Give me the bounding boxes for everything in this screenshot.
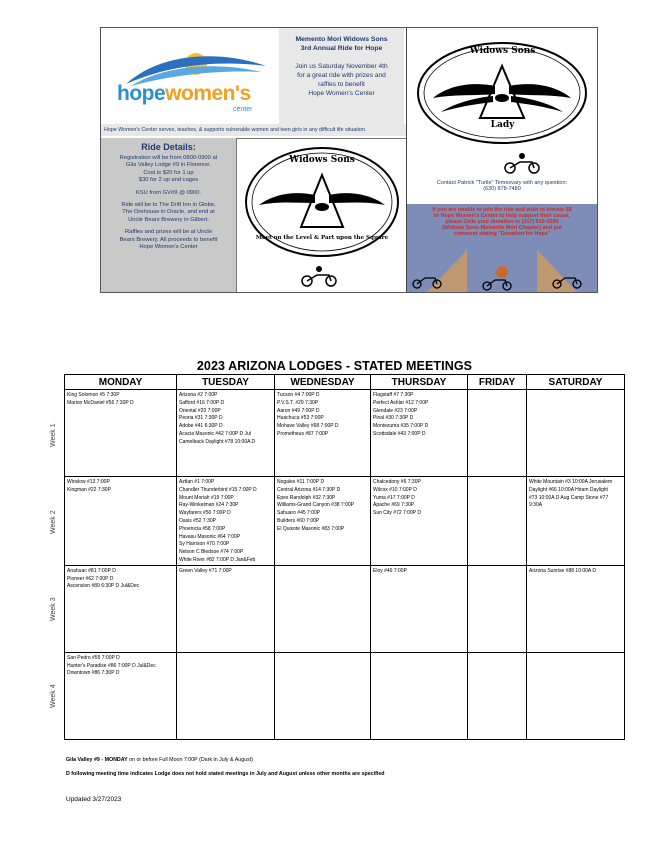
meeting-cell (65, 652, 177, 739)
lodge-entry: White River #82 7:00P D Jan&Feb (179, 556, 256, 563)
donate-line: If you are unable to join the ride and wish to donate $$ (432, 207, 572, 213)
lodge-entry: Eloy #46 7:00P (373, 567, 407, 574)
lodge-entry: Daylight #66 10:00A Hiram Daylight (529, 486, 608, 493)
meeting-cell (527, 652, 625, 739)
day-header: FRIDAY (468, 375, 527, 390)
motorcycle-rider-icon (502, 152, 542, 174)
lodge-entry: P.V.S.T. #29 7:30P (277, 399, 319, 406)
ride-details-panel (101, 138, 236, 292)
meeting-cell (371, 652, 468, 739)
ride-line: Gila Valley Lodge #9 in Florence. (126, 162, 211, 169)
lodge-entry: Downtown #86 7:30P D (67, 670, 120, 677)
lodge-entry: Phoenicia #58 7:00P (179, 525, 226, 532)
meeting-cell (371, 477, 468, 566)
meeting-cell (371, 390, 468, 477)
intro-title (279, 35, 404, 53)
lady-emblem-top: Widows Sons (469, 46, 536, 56)
intro-panel (279, 28, 404, 124)
lodge-entry: #73 10:00A D Aug Camp Stone #77 (529, 494, 609, 501)
meeting-cell (527, 565, 625, 652)
logo-wordmark (117, 82, 251, 106)
intro-title-line: 3rd Annual Ride for Hope (300, 45, 383, 52)
intro-text-line: raffles to benefit (318, 81, 365, 88)
week-row (65, 565, 625, 652)
lodge-entry: Prometheus #87 7:00P (277, 430, 329, 437)
day-header: MONDAY (65, 375, 177, 390)
lodge-entry: Nelson C Bledsoe #74 7:00P (179, 549, 244, 556)
lodge-entry: Yuma #17 7:00P D (373, 494, 415, 501)
table-header-row (65, 375, 625, 390)
lodge-entry: 9:30A (529, 502, 543, 509)
intro-title-line: Memento Mori Widows Sons (295, 36, 388, 43)
lodge-entry: Sy Harrison #70 7:00P (179, 541, 230, 548)
lodge-entry: Wilcox #10 7:00P D (373, 486, 417, 493)
ride-line: $30 for 2 up and cages (138, 177, 199, 184)
lodge-entry: Adobe #41 6:30P D (179, 423, 223, 430)
lodge-entry: Chandler Thunderbird #15 7:00P D (179, 486, 257, 493)
ride-line: Uncle Bears Brewery in Gilbert. (128, 216, 209, 223)
lodge-entry: Havasu Masonic #64 7:00P (179, 533, 241, 540)
lodge-entry: Mohave Valley #68 7:00P D (277, 423, 339, 430)
lodge-entry: Mount Moriah #19 7:00P (179, 494, 234, 501)
logo-hope: hope (117, 82, 166, 105)
week-label: Week 4 (50, 683, 57, 708)
meeting-cell (177, 477, 275, 566)
ride-line: Hope Women's Center (139, 244, 198, 251)
intro-text-line: for a great ride with prizes and (297, 72, 386, 79)
lodge-entry: Kingman #22 7:30P (67, 486, 111, 493)
lodge-entry: Sun City #72 7:00P D (373, 510, 421, 517)
lodge-entry: Apache #69 7:30P (373, 502, 415, 509)
lodge-entry: Chalcedony #6 7:30P (373, 479, 421, 485)
day-header: WEDNESDAY (275, 375, 371, 390)
ride-line: KSU from GV#9 @ 0900. (135, 189, 202, 196)
lodge-entry: Scottsdale #43 7:00P D (373, 430, 426, 437)
meeting-cell (177, 652, 275, 739)
meeting-cell (65, 390, 177, 477)
meeting-cell (177, 565, 275, 652)
meeting-cell (177, 390, 275, 477)
mission-strip: Hope Women's Center serves, teaches, & supports vulnerable women and teen girls in any difficult life situation. (101, 124, 406, 136)
lodge-entry: King Solomon #5 7:30P (67, 392, 120, 398)
meeting-cell (527, 390, 625, 477)
lodge-entry: Nogales #11 7:00P D (277, 479, 325, 485)
lodge-entry: Pinal #30 7:30P D (373, 415, 414, 422)
contact-phone: (630) 878-7480 (483, 186, 521, 192)
donate-line: please Zelle your donation to (317) 910-0589 (445, 219, 559, 225)
lodge-entry: Ascension #89 6:30P D Jul&Dec (67, 583, 140, 590)
lodge-entry: Arizona Sunrise #88 10:00A D (529, 567, 596, 574)
logo-center: center (233, 106, 253, 113)
lodge-entry: Anahuac #81 7:00P D (67, 567, 116, 574)
lodge-entry: Pioneer #62 7:00P D (67, 575, 114, 582)
hope-womens-logo-panel (101, 28, 279, 124)
d-legend-note: D following meeting time indicates Lodge does not hold stated meetings in July and August unless other months are specified (66, 771, 385, 777)
note-bold: Gila Valley #9 - MONDAY (66, 757, 128, 763)
gila-valley-note (66, 757, 253, 763)
lodge-entry: Hunter's Paradise #86 7:00P D Jul&Dec (67, 662, 156, 669)
motorcycle-rider-icon (299, 265, 339, 287)
lodge-entry: San Pedro #55 7:00P D (67, 654, 120, 661)
ride-details-title: Ride Details: (141, 142, 196, 152)
widows-sons-lady-panel (406, 28, 597, 194)
meeting-cell (468, 477, 527, 566)
donate-line: (Widows Sons-Memento Mori Chapter) and put (442, 225, 562, 231)
week-label: Week 3 (50, 596, 57, 621)
meet-emblem-top: Widows Sons (289, 155, 355, 165)
lodge-entry: Flagstaff #7 7:30P (373, 392, 414, 398)
lodge-entry: Montezuma #35 7:00P D (373, 423, 429, 430)
lodge-entry: Camelback Daylight #78 10:00A D (179, 438, 256, 445)
intro-text-line: Join us Saturday November 4th (295, 63, 388, 70)
ride-line: Bears Brewery. All proceeds to benefit (119, 236, 218, 243)
meeting-cell (468, 565, 527, 652)
lodge-entry: Builders #60 7:00P (277, 517, 320, 524)
lodge-entry: Green Valley #71 7:00P (179, 567, 232, 574)
lodge-entry: Oasis #52 7:30P (179, 517, 216, 524)
ride-line: Registration will be from 0800-0900 at (119, 155, 218, 161)
donate-line: to Hope Women's Center to help support their cause, (434, 213, 570, 219)
ride-flyer (100, 27, 598, 293)
updated-date: Updated 3/27/2023 (66, 796, 122, 803)
lodge-entry: Perfect Ashlar #12 7:00P (373, 399, 429, 406)
lodge-entry: Safford #16 7:00P D (179, 399, 225, 406)
meetings-title: 2023 ARIZONA LODGES - STATED MEETINGS (196, 359, 473, 373)
lady-emblem-bottom: Lady (490, 120, 515, 130)
meet-on-level-panel (236, 138, 406, 292)
logo-womens: women's (165, 82, 251, 105)
ride-line: Cost is $20 for 1 up (143, 169, 194, 176)
donate-panel (406, 204, 597, 292)
meeting-cell (275, 390, 371, 477)
lodge-entry: Oriental #20 7:00P (179, 407, 221, 414)
lodge-entry: Aaron #49 7:00P D (277, 407, 320, 414)
meeting-cell (275, 565, 371, 652)
meeting-cell (275, 652, 371, 739)
arizona-flag-motorcycles-icon (407, 250, 597, 292)
lodge-entry: Aztlan #1 7:00P (179, 479, 215, 485)
lodge-entry: Acacia Masonic #42 7:00P D Jul (179, 430, 251, 437)
meeting-cell (65, 477, 177, 566)
lodge-entry: Glendale #23 7:00P (373, 407, 418, 414)
lodge-entry: Williams-Grand Canyon #38 7:00P (277, 502, 354, 509)
lodge-entry: Sahuaro #45 7:00P (277, 510, 321, 517)
lodge-entry: Huachuca #53 7:00P (277, 415, 324, 422)
ride-line: Raffles and prizes will be at Uncle (125, 229, 212, 236)
week-label: Week 2 (50, 509, 57, 534)
week-row (65, 652, 625, 739)
meeting-cell (527, 477, 625, 566)
day-header: TUESDAY (177, 375, 275, 390)
week-row (65, 477, 625, 566)
lodge-entry: Epes Randolph #32 7:30P (277, 494, 336, 501)
day-header: THURSDAY (371, 375, 468, 390)
contact-panel (406, 178, 597, 204)
lodge-entry: El Quixote Masonic #83 7:00P (277, 525, 345, 532)
ride-line: Ride will be to The Drift Inn in Globe, (121, 202, 216, 209)
meeting-cell (468, 390, 527, 477)
lodge-entry: Central Arizona #14 7:30P D (277, 486, 341, 493)
lodge-entry: Tucson #4 7:00P D (277, 392, 320, 398)
meeting-cell (371, 565, 468, 652)
lodge-entry: Peoria #31 7:30P D (179, 415, 223, 422)
lodge-entry: Arizona #2 7:00P (179, 392, 218, 398)
intro-text (279, 62, 404, 98)
lodge-entry: Winslow #13 7:00P (67, 479, 110, 485)
donate-line: comment stating "Donation for Hope" (453, 231, 551, 237)
note-rest: on or before Full Moon 7:00P (Dark in July & August) (127, 757, 253, 763)
lodge-entry: Ray-Winkelman #24 7:30P (179, 502, 239, 509)
day-header: SATURDAY (527, 375, 625, 390)
week-label: Week 1 (50, 422, 57, 447)
ride-line: The Orehouse in Oracle, and end at (122, 209, 215, 216)
meet-emblem-bottom: Meet on the Level & Part upon the Square (255, 235, 389, 241)
stated-meetings-table (64, 374, 625, 740)
meeting-cell (275, 477, 371, 566)
week-row (65, 390, 625, 477)
lodge-entry: Wayfarers #50 7:00P D (179, 510, 231, 517)
lodge-entry: Marion McDaniel #56 7:30P D (67, 399, 134, 406)
meeting-cell (65, 565, 177, 652)
meeting-cell (468, 652, 527, 739)
intro-text-line: Hope Women's Center (308, 90, 375, 97)
lodge-entry: White Mountain #3 10:00A Jerusalem (529, 479, 613, 485)
contact-line: Contact Patrick "Turtle" Temesvary with any question: (436, 180, 568, 186)
